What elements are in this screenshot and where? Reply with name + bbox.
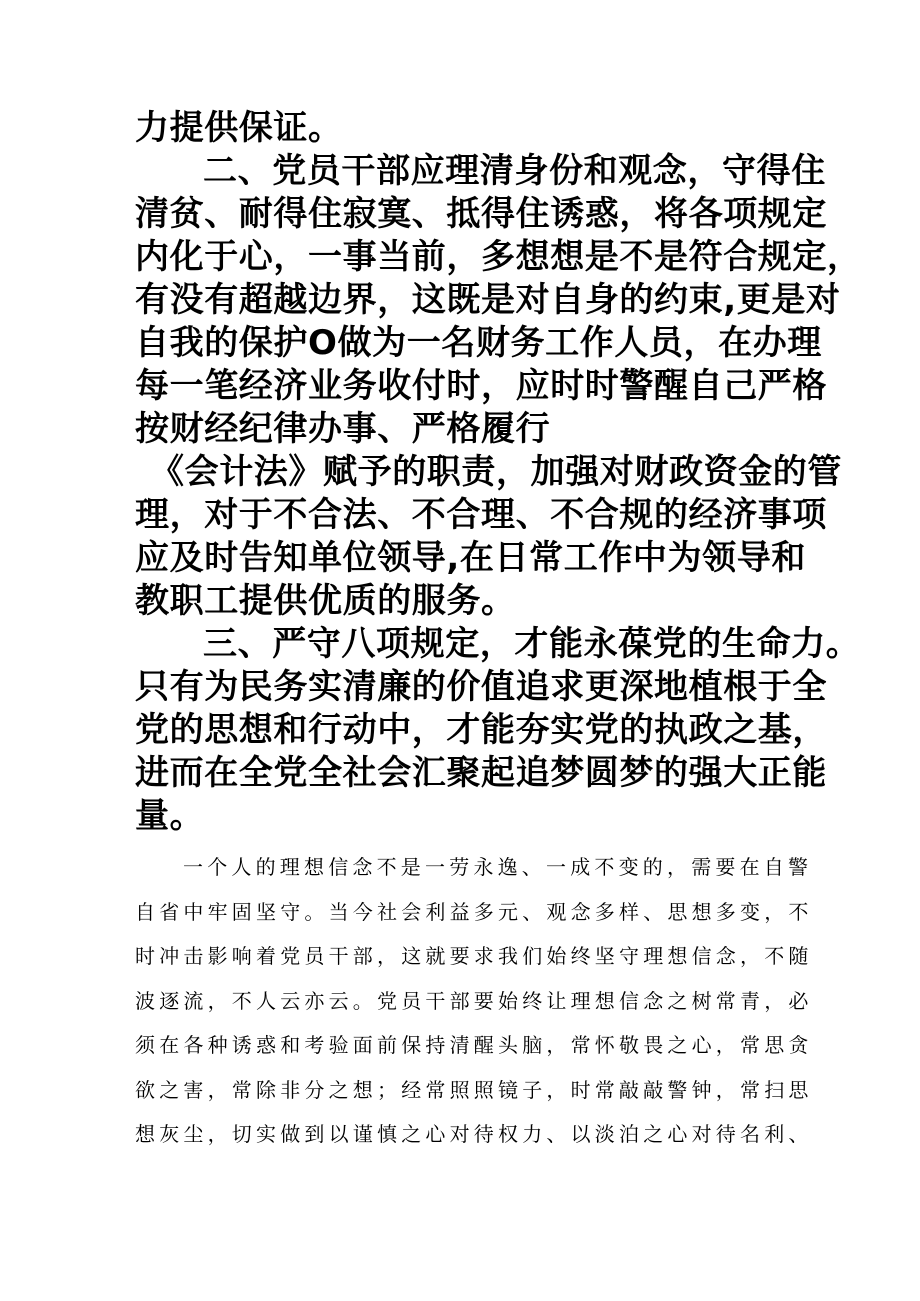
body-paragraph-line: 想灰尘，切实做到以谨慎之心对待权力、以淡泊之心对待名利、 [135, 1122, 813, 1146]
body-paragraph-line: 时冲击影响着党员干部，这就要求我们始终坚守理想信念，不随 [135, 944, 813, 968]
paragraph-line: 清贫、耐得住寂寞、抵得住诱惑，将各项规定 [135, 194, 827, 234]
paragraph-line: 自我的保护O做为一名财务工作人员，在办理 [135, 323, 822, 363]
paragraph-line: 应及时告知单位领导,在日常工作中为领导和 [135, 538, 806, 578]
body-paragraph-line: 波逐流，不人云亦云。党员干部要始终让理想信念之树常青，必 [135, 989, 813, 1013]
paragraph-line: 党的思想和行动中，才能夯实党的执政之基， [135, 710, 827, 750]
section-two-heading-line: 二、党员干部应理清身份和观念，守得住 [203, 151, 826, 191]
paragraph-line: 教职工提供优质的服务。 [135, 581, 516, 621]
paragraph-line: 《会计法》赋予的职责，加强对财政资金的管 [150, 452, 842, 492]
section-three-heading-line: 三、严守八项规定，才能永葆党的生命力。 [203, 624, 861, 664]
body-paragraph-line: 须在各种诱惑和考验面前保持清醒头脑，常怀敬畏之心，常思贪 [135, 1033, 813, 1057]
paragraph-line: 力提供保证。 [135, 108, 343, 148]
paragraph-line: 进而在全党全社会汇聚起追梦圆梦的强大正能 [135, 753, 827, 793]
paragraph-line: 按财经纪律办事、严格履行 [135, 409, 551, 449]
body-paragraph-line: 欲之害，常除非分之想；经常照照镜子，时常敲敲警钟，常扫思 [135, 1078, 813, 1102]
body-paragraph-line: 一个人的理想信念不是一劳永逸、一成不变的，需要在自警 [183, 855, 813, 879]
paragraph-line: 每一笔经济业务收付时，应时时警醒自己严格 [135, 366, 827, 406]
paragraph-line: 只有为民务实清廉的价值追求更深地植根于全 [135, 667, 827, 707]
paragraph-line: 量。 [135, 796, 205, 836]
paragraph-line: 理，对于不合法、不合理、不合规的经济事项 [135, 495, 827, 535]
body-paragraph-line: 自省中牢固坚守。当今社会利益多元、观念多样、思想多变，不 [135, 900, 813, 924]
paragraph-line: 内化于心，一事当前，多想想是不是符合规定， [135, 237, 862, 277]
paragraph-line: 有没有超越边界，这既是对自身的约束,更是对 [135, 280, 841, 320]
